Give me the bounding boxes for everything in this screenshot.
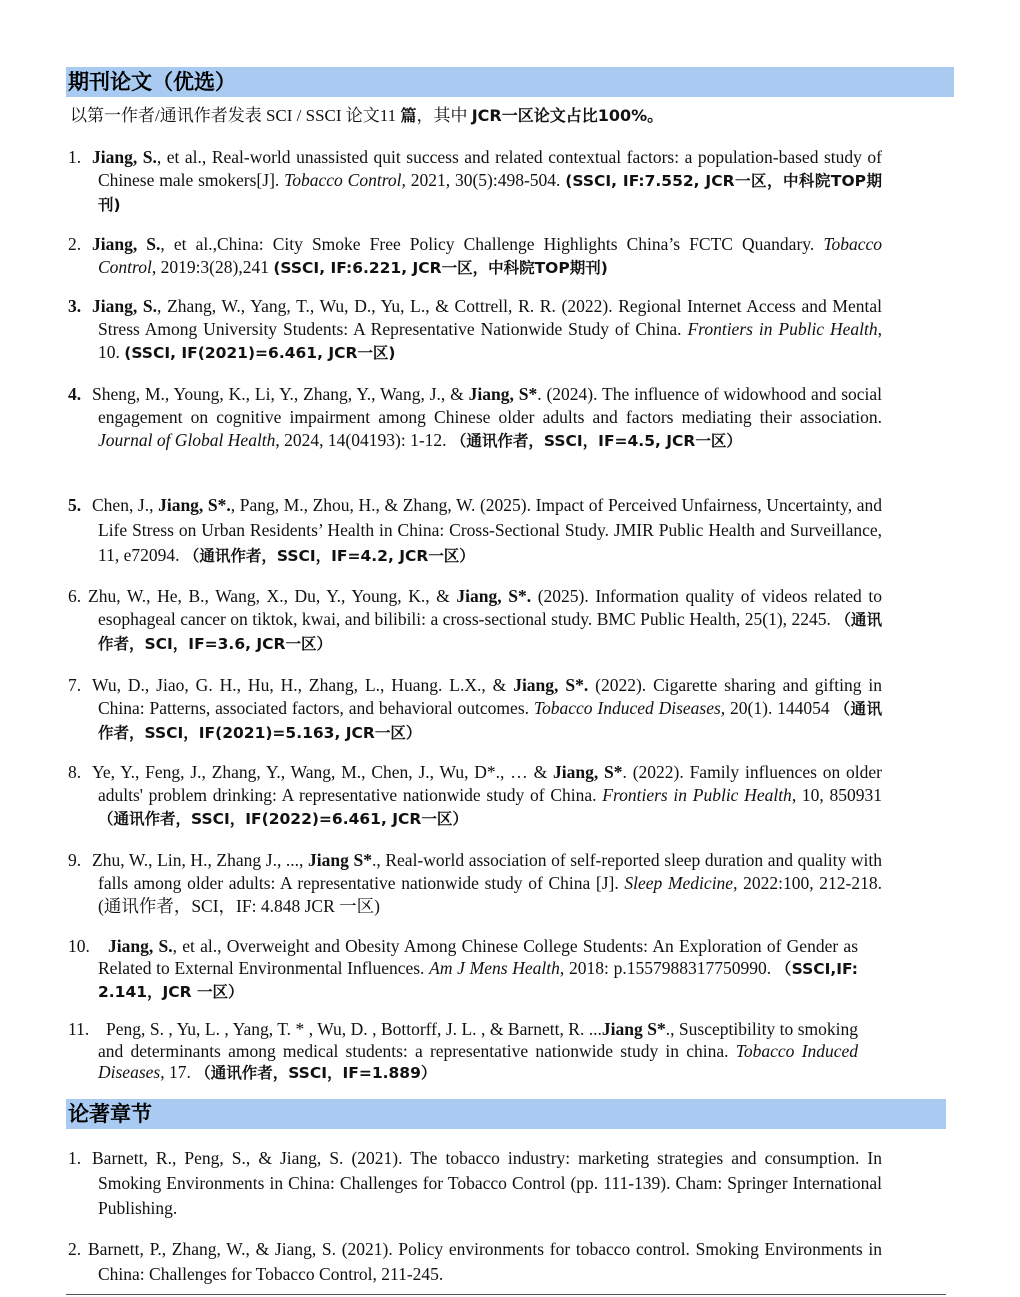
ref-metrics: （通讯作者，SSCI，IF=1.889）	[195, 1064, 437, 1082]
ref-text: (2025). Information quality of videos related to esophageal cancer on tiktok, kwai, and bilibili: a cross-sectional study. BMC Public Health, 25(1), 2245.	[98, 586, 882, 629]
ref-volume: 2021, 30(5):498-504.	[405, 170, 566, 190]
ref-metrics: (SSCI, IF:6.221, JCR一区，中科院TOP期刊)	[273, 259, 608, 277]
ref-author-bold: Jiang, S.	[92, 296, 158, 316]
ref-author-bold: Jiang, S*	[468, 384, 538, 404]
ref-volume: , 2022:100, 212-218.	[733, 873, 882, 893]
journal-ref-1	[68, 146, 882, 217]
ref-author-bold: Jiang, S.	[92, 147, 157, 167]
ref-metrics: （通讯作者，SSCI，IF=4.2, JCR一区）	[183, 547, 475, 565]
ref-journal: Tobacco Induced Diseases,	[533, 698, 726, 718]
page-bottom-rule	[66, 1294, 946, 1295]
intro-mid: ，其中	[416, 106, 472, 125]
journal-ref-3	[68, 295, 882, 365]
ref-volume: , 10.	[98, 319, 882, 362]
ref-number: 8.	[68, 762, 82, 782]
ref-number: 9.	[68, 850, 82, 870]
ref-number: 11.	[68, 1019, 90, 1039]
ref-coauthors: Peng, S. , Yu, L. , Yang, T. * , Wu, D. , Bottorff, J. L. , & Barnett, R. ...	[106, 1019, 602, 1039]
ref-text: ., Susceptibility to smoking and determinants among medical students: a representative nationwide study in china.	[98, 1019, 859, 1061]
ref-text: , et al.,China: City Smoke Free Policy Challenge Highlights China’s FCTC Quandary.	[160, 234, 824, 254]
intro-bold1: 篇	[400, 106, 417, 125]
ref-text: , Zhang, W., Yang, T., Wu, D., Yu, L., & Cottrell, R. R. (2022). Regional Internet Access and Mental Stress Among University Students: A Representative Nationwide Study of China.	[98, 296, 882, 339]
ref-metrics: （SSCI,IF: 2.141，JCR 一区）	[98, 960, 858, 1001]
ref-journal: Journal of Global Health	[98, 430, 276, 450]
ref-author-bold: Jiang, S*.	[456, 586, 532, 606]
ref-number: 10.	[68, 936, 90, 956]
ref-metrics: （通讯作者，SSCI，IF=4.5, JCR一区）	[450, 432, 742, 450]
ref-journal: Frontiers in Public Health	[602, 785, 792, 805]
ref-text: , Pang, M., Zhou, H., & Zhang, W. (2025). Impact of Perceived Unfairness, Uncertainty, and Life Stress on Urban Residents’ Health in China: Cross-Sectional Study. JMIR Public Health and Surveillance, 11, e72094.	[98, 495, 883, 565]
ref-journal: Sleep Medicine	[624, 873, 734, 893]
ref-number: 3.	[68, 296, 82, 316]
ref-author-bold: Jiang S*	[308, 850, 372, 870]
ref-number: 7.	[68, 675, 82, 695]
ref-text: (2022). Cigarette sharing and gifting in China: Patterns, associated factors, and behavioral outcomes.	[98, 675, 882, 718]
ref-metrics: (SSCI, IF(2021)=6.461, JCR一区)	[124, 344, 396, 362]
ref-text: , et al., Real-world unassisted quit success and related contextual factors: a population-based study of Chinese male smokers[J].	[98, 147, 882, 190]
ref-text: ., Real-world association of self-reported sleep duration and quality with falls among older adults: A representative nationwide study of China [J].	[98, 850, 883, 893]
book-number: 1.	[68, 1148, 82, 1168]
ref-journal: Frontiers in Public Health	[687, 319, 878, 339]
book-ref-2	[68, 1237, 882, 1287]
ref-coauthors: Ye, Y., Feng, J., Zhang, Y., Wang, M., Chen, J., Wu, D*., … &	[92, 762, 553, 782]
journal-ref-8	[68, 761, 882, 831]
intro-bold2: JCR一区论文占比100%。	[471, 106, 664, 125]
ref-author-bold: Jiang S*	[601, 1019, 666, 1039]
ref-author-bold: Jiang, S.	[108, 936, 173, 956]
book-text: Barnett, R., Peng, S., & Jiang, S. (2021). The tobacco industry: marketing strategies and consumption. In Smoking Environments in China: Challenges for Tobacco Control (pp. 111-139). Cham: Springer International Publishing.	[92, 1148, 882, 1218]
book-ref-1	[68, 1146, 882, 1221]
book-text: Barnett, P., Zhang, W., & Jiang, S. (2021). Policy environments for tobacco control. Smoking Environments in China: Challenges for Tobacco Control, 211-245.	[88, 1239, 882, 1284]
ref-volume: 20(1). 144054	[725, 698, 835, 718]
ref-text: , et al., Overweight and Obesity Among Chinese College Students: An Exploration of Gender as Related to External Environmental Influences.	[98, 936, 859, 978]
journal-ref-11	[68, 1019, 858, 1085]
book-number: 2.	[68, 1239, 82, 1259]
journal-ref-2	[68, 233, 882, 280]
ref-volume: , 2019:3(28),241	[151, 257, 274, 277]
ref-volume: , 2024, 14(04193): 1-12.	[275, 430, 451, 450]
ref-number: 1.	[68, 147, 82, 167]
journal-ref-7	[68, 674, 882, 745]
journal-intro	[70, 104, 663, 128]
ref-text: . (2024). The influence of widowhood and social engagement on cognitive impairment among Chinese older adults and factors mediating their association.	[98, 384, 883, 427]
ref-author-bold: Jiang, S*	[553, 762, 623, 782]
journal-ref-5	[68, 493, 882, 569]
ref-journal: Tobacco Control,	[284, 170, 406, 190]
book-section-header: 论著章节	[66, 1099, 946, 1129]
ref-coauthors: Zhu, W., Lin, H., Zhang J., ...,	[92, 850, 309, 870]
journal-section-header: 期刊论文（优选）	[66, 67, 954, 97]
ref-volume: , 10, 850931	[791, 785, 883, 805]
ref-number: 6.	[68, 586, 82, 606]
intro-pre: 以第一作者/通讯作者发表 SCI / SSCI 论文11	[70, 106, 401, 125]
journal-ref-10	[68, 935, 858, 1003]
ref-journal: Tobacco Induced Diseases	[98, 1040, 858, 1082]
ref-text: . (2022). Family influences on older adults' problem drinking: A representative nationwide study of China.	[98, 762, 882, 805]
ref-number: 2.	[68, 234, 82, 254]
ref-journal: Tobacco Control	[98, 234, 883, 277]
journal-ref-9	[68, 849, 882, 918]
ref-coauthors: Zhu, W., He, B., Wang, X., Du, Y., Young, K., &	[88, 586, 457, 606]
ref-metrics: （通讯作者，SSCI，IF(2021)=5.163, JCR一区）	[98, 700, 882, 742]
ref-coauthors: Wu, D., Jiao, G. H., Hu, H., Zhang, L., Huang. L.X., &	[92, 675, 514, 695]
journal-ref-4	[68, 383, 882, 453]
ref-author-bold: Jiang, S.	[92, 234, 161, 254]
ref-author-bold: Jiang, S*.	[158, 495, 231, 515]
journal-ref-6	[68, 585, 882, 656]
ref-volume: , 2018: p.1557988317750990.	[559, 958, 776, 978]
ref-number: 5.	[68, 495, 82, 515]
ref-number: 4.	[68, 384, 82, 404]
ref-metrics: (通讯作者，SCI，IF: 4.848 JCR 一区)	[98, 896, 380, 916]
ref-author-bold: Jiang, S*.	[513, 675, 589, 695]
ref-metrics: （通讯作者，SSCI，IF(2022)=6.461, JCR一区）	[98, 810, 468, 828]
ref-volume: , 17.	[160, 1062, 196, 1082]
ref-metrics: (SSCI, IF:7.552, JCR一区，中科院TOP期刊)	[98, 172, 882, 214]
ref-journal: Am J Mens Health	[429, 958, 560, 978]
ref-coauthors: Chen, J.,	[92, 495, 159, 515]
ref-metrics: （通讯作者，SCI，IF=3.6, JCR一区）	[98, 611, 882, 653]
ref-coauthors: Sheng, M., Young, K., Li, Y., Zhang, Y., Wang, J., &	[92, 384, 469, 404]
